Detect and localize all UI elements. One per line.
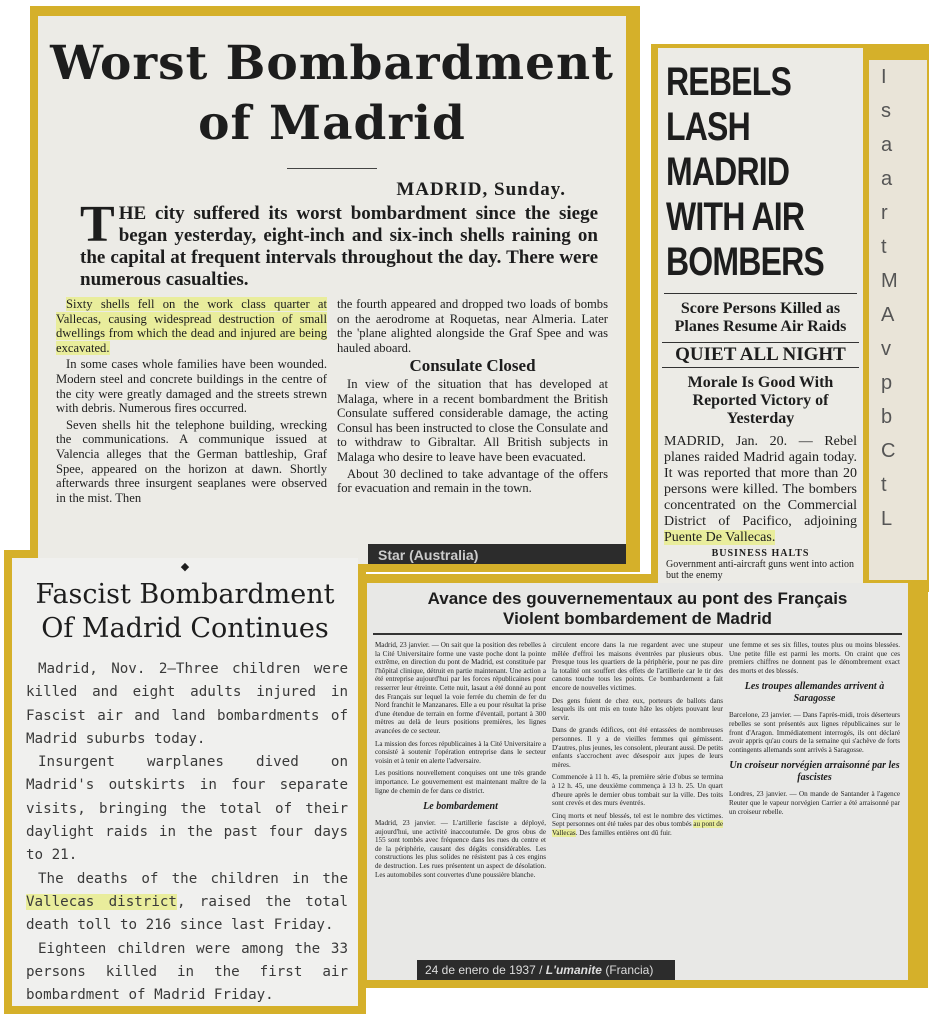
paragraph: Les positions nouvellement conquises ont une très grande importance. Le gouvernement est maintenant maître de la ligne de chemin de fer dans ce district. xyxy=(375,769,546,795)
paragraph: Madrid, 23 janvier. — L'artillerie fasciste a déployé, aujourd'hui, une activité inaccoutumée. De gros obus de 155 sont tombés avec fréquence dans les rues du centre et de la périphérie, causant des dégâts considérables. Les constructions les plus solides ne résistent pas à ces engins de destruction. Les rues présentent un aspect de désolation. Les automobiles sont couvertes d'une poussière blanche. xyxy=(375,819,546,879)
clipping-rebels-lash-madrid xyxy=(658,48,863,588)
paragraph: About 30 declined to take advantage of the offers for evacuation and remain in the town. xyxy=(337,466,608,496)
column-right xyxy=(729,641,900,883)
paragraph: Barcelone, 23 janvier. — Dans l'après-midi, trois déserteurs rebelles se sont présentés aux lignes républicaines sur le front d'Aragon. Immédiatement interrogés, ils ont déclaré avoir appris qu'au cours de la semaine qui s'achève de forts contingents allemands sont arrivés à Saragosse. xyxy=(729,711,900,754)
paragraph: Seven shells hit the telephone building, wrecking the communications. A communique issued at Valencia alleges that the German battleship, Graf Spee, appeared on the horizon at dawn. Shortly afterwards three insurgent seaplanes were observed in the mist. Then xyxy=(56,417,327,505)
paragraph: Londres, 23 janvier. — On mande de Santander à l'agence Reuter que le vapeur norvégien Carrier a été arraisonné par un croiseur rebelle. xyxy=(729,790,900,816)
clipping-worst-bombardment xyxy=(38,16,626,564)
highlighted-text: Vallecas district xyxy=(26,893,177,910)
edge-letter: s xyxy=(881,100,891,122)
paragraph: Cinq morts et neuf blessés, tel est le nombre des victimes. Sept personnes ont été tuées par des obus tombés au pont de Vallecas. Des familles entières ont dû fuir. xyxy=(552,811,723,837)
edge-letter: t xyxy=(881,236,887,258)
column-left xyxy=(375,641,546,883)
source-caption: 24 de enero de 1937 / L'umanite (Francia) xyxy=(417,960,675,980)
column-middle xyxy=(552,641,723,883)
edge-letter: a xyxy=(881,134,893,156)
clipping-headline: REBELS LASH MADRID WITH AIR BOMBERS xyxy=(666,60,824,284)
column-left xyxy=(56,297,327,507)
lead-paragraph: T HE city suffered its worst bombardment since the siege began yesterday, eight-inch and six-inch shells raining on the capital at frequent intervals throughout the day. There were numerous casualties. xyxy=(80,196,598,290)
article-columns xyxy=(38,291,626,507)
paragraph: Madrid, 23 janvier. — On sait que la position des rebelles à la Cité Universitaire forme une vaste poche dont la pointe extrême, en direction du pont de Madrid, est constituée par l'hôpital clinique, détruit en partie maintenant. Une action a été entreprise aujourd'hui par les forces républicaines pour resserrer leur étreinte. Cette nuit, lasaut a été donné au pont des Français sur lequel la voie ferrée du chemin de fer du Nord franchit le Manzanares. Elle a eu pour résultat la prise d'une étendue de terrain en forme d'éventail, portant à 300 mètres au delà de leurs positions premières, les lignes avancées de ce secteur. xyxy=(375,641,546,735)
highlighted-text: au pont de Vallecas xyxy=(552,820,723,837)
edge-letter: A xyxy=(881,304,895,326)
subheading: Consulate Closed xyxy=(409,356,536,376)
paragraph: In some cases whole families have been wounded. Modern steel and concrete buildings in the centre of the city were greatly damaged and the streets strewn with debris. Numerous fires occurred. xyxy=(56,357,327,416)
paragraph: Insurgent warplanes dived on Madrid's outskirts in four separate visits, bringing the total of their daylight raids in the past four days to 21. xyxy=(26,754,348,864)
paragraph: Dans de grands édifices, ont été entassées de nombreuses personnes. Il y a de vieilles femmes qui gémissent. D'autres, plus jeunes, les consolent, pleurant aussi. De petits enfants s'accrochent avec désespoir aux jupes de leurs mères. xyxy=(552,726,723,769)
paragraph: La mission des forces républicaines à la Cité Universitaire a consisté à soutenir l'opération entreprise dans le secteur voisin et à tenir en alerte l'adversaire. xyxy=(375,739,546,765)
edge-letter: r xyxy=(881,202,888,224)
article-body: MADRID, Jan. 20. — Rebel planes raided Madrid again today. It was reported that more than 20 persons were killed. The bombers concentrated on the Commercial District of Pacifico, adjoining Puente De Vallecas. xyxy=(664,434,857,545)
paragraph: The deaths of the children in the Vallecas district, raised the total death toll to 216 since last Friday. xyxy=(26,870,348,934)
paragraph: Madrid, Nov. 2—Three children were killed and eight adults injured in Fascist air and land bombardments of Madrid suburbs today. xyxy=(26,661,348,747)
subheading: Score Persons Killed as Planes Resume Air Raids xyxy=(664,293,857,336)
paragraph: Eighteen children were among the 33 persons killed in the first air bombardment of Madrid Friday. xyxy=(26,940,348,1004)
drop-cap: T xyxy=(80,196,115,253)
edge-letter: p xyxy=(881,372,893,394)
dateline: MADRID, Sunday. xyxy=(396,179,566,200)
highlighted-text: Sixty shells fell on the work class quarter at Vallecas, causing widespread destruction of small dwellings from which the dead and injured are being excavated. xyxy=(56,297,327,355)
clipping-headline: Avance des gouvernementaux au pont des Français Violent bombardement de Madrid xyxy=(427,589,848,628)
column-right xyxy=(337,297,608,507)
subheading: Les troupes allemandes arrivent à Saragosse xyxy=(744,681,885,705)
paragraph: une femme et ses six filles, toutes plus ou moins blessées. Une petite fille est parmi les morts. On craint que ces premiers chiffres ne donnent pas le dénombrement exact des morts et des blessés. xyxy=(729,641,900,675)
continuation: BUSINESS HALTS Government anti-aircraft guns went into action but the enemy xyxy=(666,548,854,581)
star-ornament: ◆ xyxy=(180,561,190,573)
clipping-headline: Fascist Bombardment Of Madrid Continues xyxy=(35,579,335,644)
subheading: QUIET ALL NIGHT xyxy=(662,342,859,368)
highlighted-text: Puente De Vallecas. xyxy=(664,530,776,545)
divider xyxy=(287,168,377,169)
edge-letter: a xyxy=(881,168,893,190)
paragraph: Commencée à 11 h. 45, la première série d'obus se termina à 12 h. 45, une deuxième commença à 13 h. 25. Un quart d'heure après le dernier obus tombait sur la ville. Des toits sont crevés et des murs éventrés. xyxy=(552,773,723,808)
clipping-partial-edge xyxy=(869,60,927,580)
edge-letters xyxy=(869,60,927,536)
article-body xyxy=(12,646,358,1006)
edge-letter: C xyxy=(881,440,896,462)
clipping-fascist-bombardment xyxy=(12,558,358,1006)
paragraph: the fourth appeared and dropped two loads of bombs on the aerodrome at Roquetas, near Almeria. Later the 'plane alighted alongside the Graf Spee and was hauled aboard. xyxy=(337,297,608,355)
edge-letter: M xyxy=(881,270,898,292)
article-columns xyxy=(367,635,908,883)
subheading: Le bombardement xyxy=(423,801,498,813)
paragraph: Des gens fuient de chez eux, porteurs de ballots dans lesquels ils ont mis en toute hâte les objets pouvant leur servir. xyxy=(552,696,723,722)
edge-letter: L xyxy=(881,508,893,530)
source-caption: Star (Australia) xyxy=(368,544,626,564)
paragraph: circulent encore dans la rue regardent avec une stupeur mêlée d'effroi les maisons éventrées par plusieurs obus. Presque tous les quartiers de la périphérie, pour ne pas dire la totalité ont souffert des effets de l'artillerie car le tir des canons touche tous les points. Ce bombardement a fait encore de nouvelles victimes. xyxy=(552,641,723,692)
edge-letter: b xyxy=(881,406,893,428)
clipping-headline: Worst Bombardment of Madrid xyxy=(50,36,614,151)
subheading: Un croiseur norvégien arraisonné par les fascistes xyxy=(729,760,900,784)
clipping-avance-des-gouvernementaux xyxy=(367,583,908,980)
edge-letter: t xyxy=(881,474,887,496)
subheading: Morale Is Good With Reported Victory of Yesterday xyxy=(687,374,834,427)
edge-letter: v xyxy=(881,338,891,360)
edge-letter: I xyxy=(881,66,887,88)
paragraph: In view of the situation that has developed at Malaga, where in a recent bombardment the British Consulate suffered considerable damage, the acting Consul has been instructed to close the Consulate and to withdraw to Gibraltar. All British subjects in Malaga who desire to leave have been evacuated. xyxy=(337,376,608,464)
